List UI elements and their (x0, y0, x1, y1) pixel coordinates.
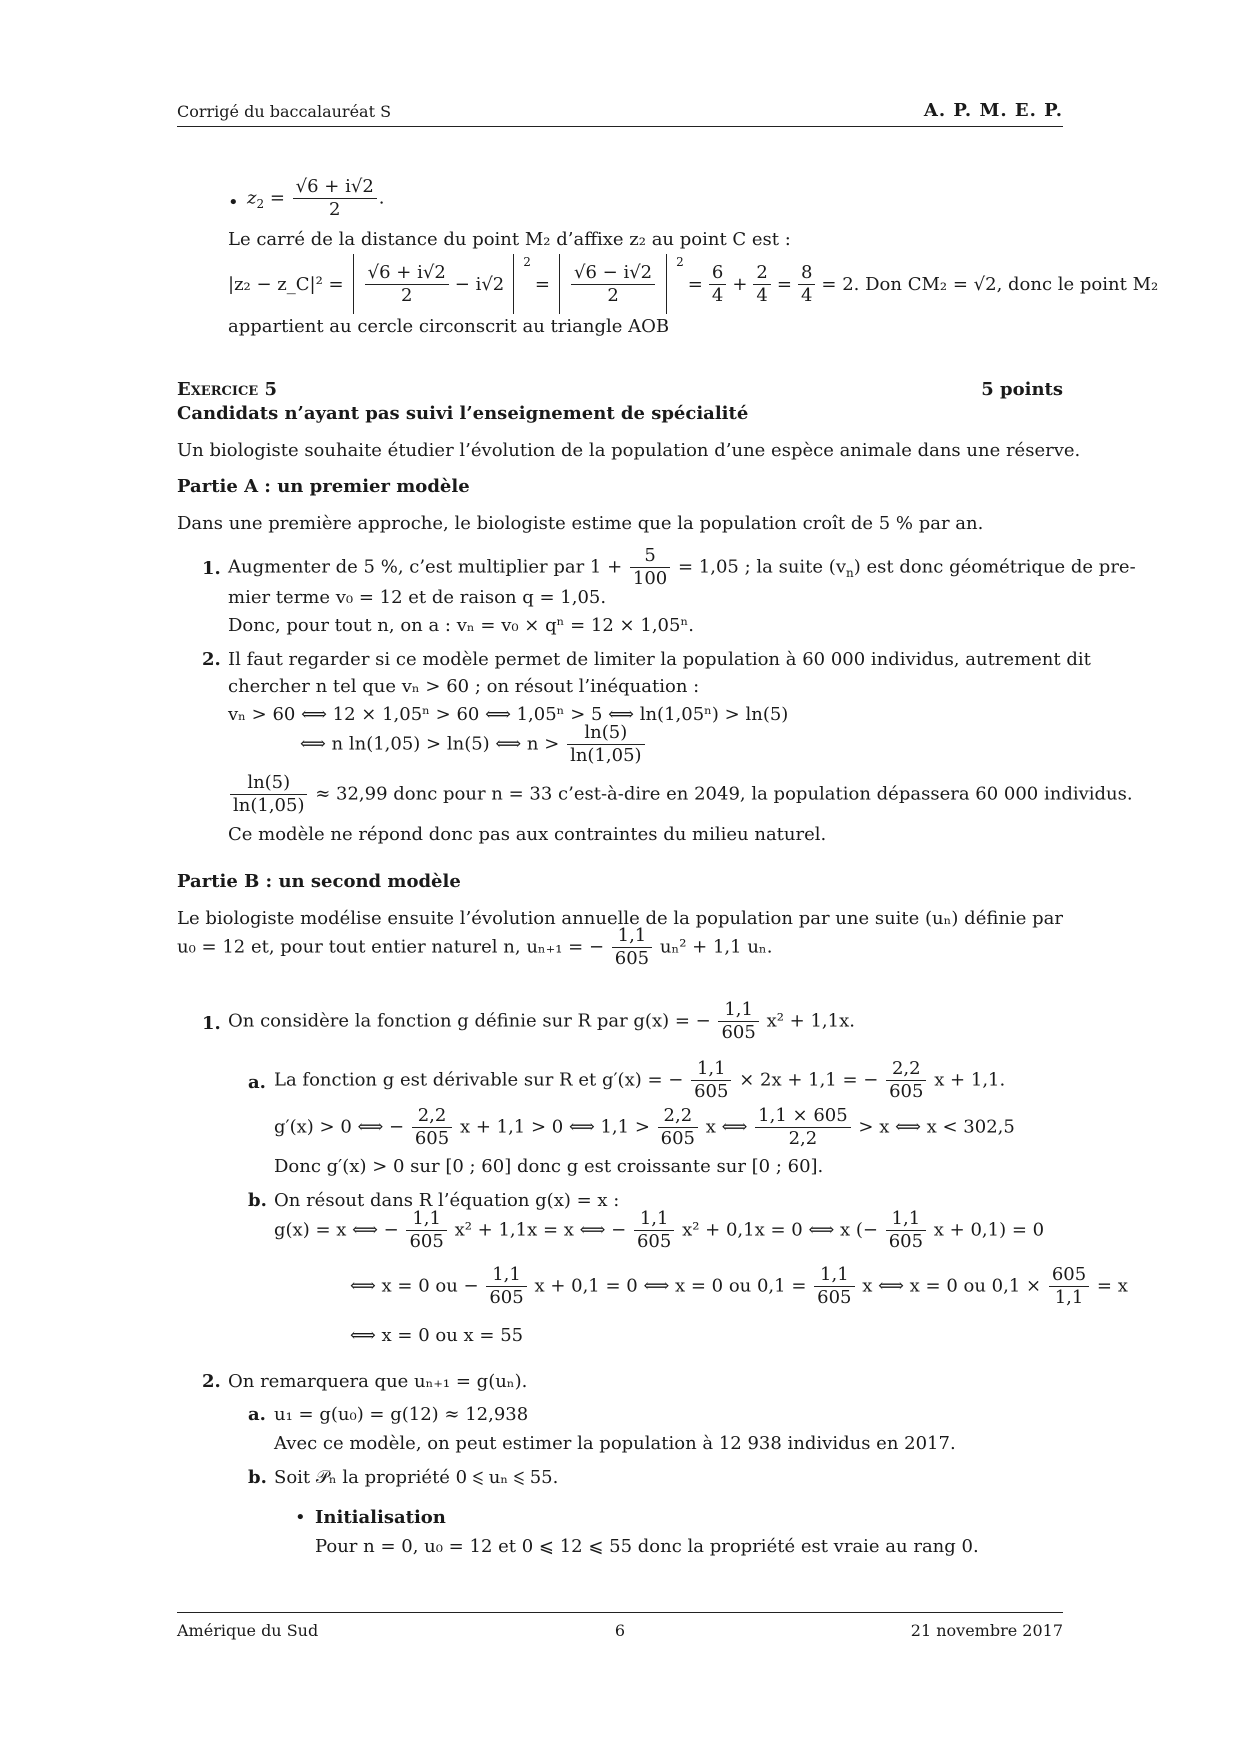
qb1b-label: b. (248, 1190, 267, 1211)
page-number: 6 (614, 1621, 626, 1640)
qb2-line1: On remarquera que uₙ₊₁ = g(uₙ). (228, 1371, 528, 1392)
frac-8: 8 (798, 262, 815, 285)
qa2-line6: Ce modèle ne répond donc pas aux contraintes du milieu naturel. (228, 824, 827, 845)
qa1-line1: Augmenter de 5 %, c’est multiplier par 1 + $\frac{5}{100}$ = 1,05 ; la suite $(v_n)$ est donc géométrique de pre- (228, 545, 1136, 589)
a-l1-f1n: 1,1 (691, 1058, 731, 1081)
z2-eq: = (264, 187, 291, 209)
b-l2b: x² + 1,1x = x ⟺ − (454, 1219, 627, 1241)
exercise-title: Exercice 5 (177, 379, 277, 400)
a-l2-f1n: 2,2 (412, 1105, 452, 1128)
qa2-l5-fd: ln(1,05) (233, 795, 305, 816)
frac-4c: 4 (800, 284, 813, 306)
a-l1-f2n: 2,2 (886, 1058, 926, 1081)
qb2-number: 2. (202, 1371, 221, 1392)
qb2a-line1: u₁ = g(u₀) = g(12) ≈ 12,938 (274, 1404, 529, 1425)
qa1-number: 1. (202, 558, 221, 579)
qb1-number: 1. (202, 1013, 221, 1034)
qb1b-line1: On résout dans R l’équation g(x) = x : (274, 1190, 620, 1211)
qb1-a: On considère la fonction g définie sur R par g(x) = − (228, 1010, 711, 1032)
qb1-fn: 1,1 (718, 999, 758, 1022)
qa1-b: = 1,05 ; la suite (v (678, 556, 846, 578)
b-l3c: x ⟺ x = 0 ou 0,1 × (862, 1275, 1042, 1297)
abs-bar (559, 254, 560, 314)
a-l2-f2d: 605 (660, 1128, 696, 1149)
qb2b-line1: Soit 𝒫ₙ la propriété 0 ⩽ uₙ ⩽ 55. (274, 1467, 559, 1488)
footer-right: 21 novembre 2017 (910, 1621, 1063, 1640)
a-l2d: > x ⟺ x < 302,5 (858, 1116, 1015, 1138)
part-b-intro1: Le biologiste modélise ensuite l’évolution annuelle de la population par une suite (uₙ) définie par (177, 908, 1063, 929)
qb2a-label: a. (248, 1404, 266, 1425)
header-left: Corrigé du baccalauréat S (177, 102, 392, 121)
qb1a-line3: Donc g′(x) > 0 sur [0 ; 60] donc g est croissante sur [0 ; 60]. (274, 1156, 824, 1177)
part-b-title: Partie B : un second modèle (177, 871, 461, 892)
z2-var: z (247, 187, 257, 209)
b-l2-f2d: 605 (636, 1231, 672, 1252)
qa1-line3: Donc, pour tout n, on a : vₙ = v₀ × qⁿ = 12 × 1,05ⁿ. (228, 615, 694, 636)
qa2-line5 (228, 772, 1133, 817)
qa2-l4a: ⟺ n ln(1,05) > ln(5) ⟺ n > (300, 733, 560, 755)
qa1-fn: 5 (630, 545, 670, 568)
bullet: • (228, 192, 239, 213)
intro2b: uₙ² + 1,1 uₙ. (659, 936, 773, 958)
z2-num: √6 + i√2 (293, 176, 377, 199)
a-l1-f1d: 605 (694, 1081, 729, 1102)
b-l2-f3d: 605 (888, 1231, 924, 1252)
qa2-line2: chercher n tel que vₙ > 60 ; on résout l’inéquation : (228, 676, 700, 697)
z2-definition: $z_2$ = $\frac{√6 + i√2}{2}$ . (247, 176, 385, 220)
b-l2c: x² + 0,1x = 0 ⟺ x (− (682, 1219, 878, 1241)
exercise-subtitle: Candidats n’ayant pas suivi l’enseignement de spécialité (177, 403, 749, 424)
qb1b-line2 (274, 1208, 1044, 1253)
qb1a-line1 (274, 1058, 1005, 1103)
b-l2a: g(x) = x ⟺ − (274, 1219, 399, 1241)
footer-left: Amérique du Sud (177, 1621, 319, 1640)
exercise-points: 5 points (981, 379, 1063, 400)
part-b-intro2 (177, 925, 772, 970)
frac-4b: 4 (756, 284, 768, 306)
bullet: • (295, 1507, 306, 1528)
frac-4a: 4 (711, 284, 724, 306)
intro2-fd: 605 (614, 948, 650, 969)
a-l2-f1d: 605 (414, 1128, 450, 1149)
b-l3-f3n: 605 (1049, 1264, 1089, 1287)
a-l1b: × 2x + 1,1 = − (739, 1069, 879, 1091)
b-l2-f1d: 605 (409, 1231, 444, 1252)
qb1b-line4: ⟺ x = 0 ou x = 55 (350, 1325, 524, 1346)
qb1a-line2 (274, 1105, 1015, 1150)
calc-eq3: = (687, 273, 703, 295)
qb2a-line2: Avec ce modèle, on peut estimer la population à 12 938 individus en 2017. (274, 1433, 956, 1454)
abs-bar (353, 254, 354, 314)
qb1b-line3 (350, 1264, 1128, 1309)
b-l3-f3d: 1,1 (1054, 1287, 1084, 1308)
a-l1-f2d: 605 (889, 1081, 924, 1102)
qa2-l5-fn: ln(5) (230, 772, 307, 795)
qa2-l4-fn: ln(5) (567, 722, 644, 745)
b-l2d: x + 0,1) = 0 (933, 1219, 1045, 1241)
b-l3-f1n: 1,1 (486, 1264, 526, 1287)
z2-den: 2 (329, 199, 341, 220)
calc-frac1-den: 2 (400, 284, 413, 306)
b-l3b: x + 0,1 = 0 ⟺ x = 0 ou 0,1 = (534, 1275, 807, 1297)
a-l2-f2n: 2,2 (658, 1105, 698, 1128)
a-l1a: La fonction g est dérivable sur R et g′(x) = − (274, 1069, 684, 1091)
qa1-c: ) est donc géométrique de pre- (853, 556, 1136, 578)
page-header (177, 100, 1063, 127)
qa1-line2: mier terme v₀ = 12 et de raison q = 1,05. (228, 587, 607, 608)
init-line1: Pour n = 0, u₀ = 12 et 0 ⩽ 12 ⩽ 55 donc la propriété est vraie au rang 0. (315, 1536, 979, 1557)
qb2b-label: b. (248, 1467, 267, 1488)
abs-bar (666, 254, 667, 314)
b-l3d: = x (1096, 1275, 1128, 1297)
b-l3-f2n: 1,1 (814, 1264, 854, 1287)
qa2-l4-fd: ln(1,05) (570, 745, 642, 766)
page-footer (177, 1612, 1063, 1643)
calc-frac2-den: 2 (607, 284, 619, 306)
qb1a-label: a. (248, 1072, 266, 1093)
b-l3a: ⟺ x = 0 ou − (350, 1275, 479, 1297)
b-l2-f2n: 1,1 (634, 1208, 674, 1231)
qa2-number: 2. (202, 649, 221, 670)
intro2-fn: 1,1 (612, 925, 652, 948)
qb1-line1 (228, 999, 855, 1044)
a-l1c: x + 1,1. (934, 1069, 1006, 1091)
calc-eq2: = (534, 273, 550, 295)
qb1-fd: 605 (721, 1022, 756, 1043)
qa2-line4 (300, 722, 647, 767)
b-l3-f1d: 605 (489, 1287, 524, 1308)
distance-intro: Le carré de la distance du point M₂ d’affixe z₂ au point C est : (228, 229, 791, 250)
a-l2-f3d: 2,2 (788, 1128, 818, 1149)
header-right: A. P. M. E. P. (923, 100, 1063, 121)
init-title: Initialisation (315, 1507, 446, 1528)
b-l2-f3n: 1,1 (886, 1208, 926, 1231)
a-l2a: g′(x) > 0 ⟺ − (274, 1116, 405, 1138)
qa1-fd: 100 (632, 568, 668, 589)
part-a-intro: Dans une première approche, le biologiste estime que la population croît de 5 % par an. (177, 513, 984, 534)
z2-sub: 2 (256, 197, 265, 212)
qb1-b: x² + 1,1x. (766, 1010, 855, 1032)
a-l2-f3n: 1,1 × 605 (755, 1105, 851, 1128)
intro2a: u₀ = 12 et, pour tout entier naturel n, uₙ₊₁ = − (177, 936, 605, 958)
calc-left: |z₂ − z_C|² = (228, 273, 344, 295)
part-a-title: Partie A : un premier modèle (177, 476, 470, 497)
a-l2b: x + 1,1 > 0 ⟺ 1,1 > (459, 1116, 650, 1138)
qa2-line3: vₙ > 60 ⟺ 12 × 1,05ⁿ > 60 ⟺ 1,05ⁿ > 5 ⟺ ln(1,05ⁿ) > ln(5) (228, 704, 789, 725)
qa2-line1: Il faut regarder si ce modèle permet de limiter la population à 60 000 individus, autrement dit (228, 649, 1091, 670)
exercise-intro: Un biologiste souhaite étudier l’évolution de la population d’une espèce animale dans une réserve. (177, 440, 1081, 461)
abs-bar (513, 254, 514, 314)
calc-frac2-num: √6 − i√2 (571, 262, 655, 285)
b-l3-f2d: 605 (817, 1287, 852, 1308)
frac-6: 6 (709, 262, 726, 285)
distance-calc: |z₂ − z_C|² = $\frac{√6 + i√2}{2}$ − i√2 $^2$ = $\frac{√6 - i√2}{2}$ $^2$ = $\frac{6}{4}$ + $\frac{2}{4}$ = $\frac{8}{4}$ = 2. Don CM₂ = √2, donc le point M₂ (228, 254, 1158, 314)
circle-conclusion: appartient au cercle circonscrit au triangle AOB (228, 316, 670, 337)
b-l2-f1n: 1,1 (406, 1208, 446, 1231)
qa2-l5b: ≈ 32,99 donc pour n = 33 c’est-à-dire en 2049, la population dépassera 60 000 individus. (315, 783, 1133, 805)
frac-2: 2 (753, 262, 770, 285)
calc-end: = 2. Don CM₂ = √2, donc le point M₂ (821, 273, 1159, 295)
calc-frac1-num: √6 + i√2 (365, 262, 449, 285)
qa1-a: Augmenter de 5 %, c’est multiplier par 1 + (228, 556, 623, 578)
calc-mid1: − i√2 (454, 273, 505, 295)
a-l2c: x ⟺ (705, 1116, 748, 1138)
